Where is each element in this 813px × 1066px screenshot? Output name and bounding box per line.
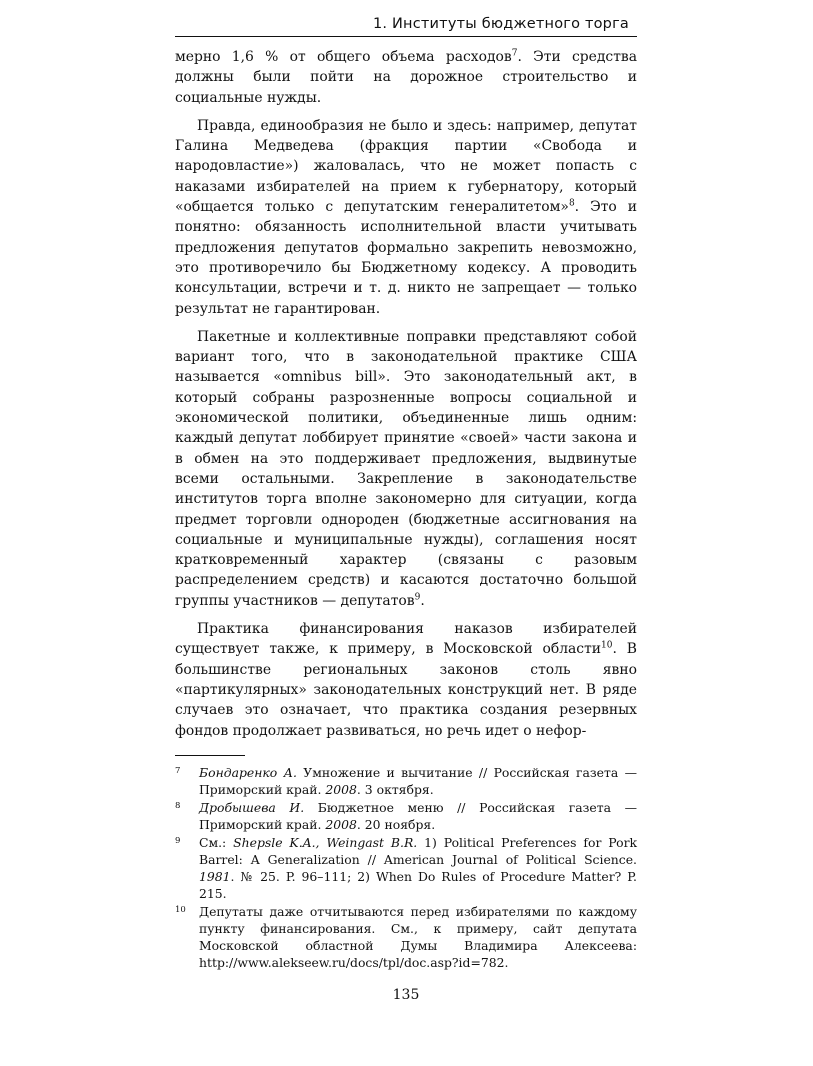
- footnote-7: [175, 764, 637, 798]
- footnote-prefix: См.:: [199, 834, 234, 850]
- paragraph-text: .: [420, 592, 425, 609]
- footnote-number: 10: [175, 904, 186, 915]
- footnote-body: Бюджетное меню // Российская газета — Приморский край.: [199, 799, 637, 832]
- footnote-year: 1981: [199, 868, 231, 884]
- paragraph-text: Правда, единообразия не было и здесь: например, депутат Галина Медведева (фракция партии «Свобода и народовластие») жаловалась, что не может попасть с наказами избирателей на прием к губернатору, который «общается только с депутатским генералитетом»: [175, 117, 637, 216]
- footnote-ref-7: 7: [511, 48, 518, 59]
- footnote-9: [175, 834, 637, 902]
- footnote-ref-9: 9: [414, 592, 421, 603]
- footnote-number: 8: [175, 800, 181, 811]
- paragraph-1: [175, 47, 637, 108]
- paragraph-text: Практика финансирования наказов избирателей существует также, к примеру, в Московской области: [175, 621, 637, 658]
- footnotes: [175, 764, 637, 971]
- footnote-author: Дробышева И.: [199, 799, 305, 815]
- paragraph-text: . Эти средства должны были пойти на дорожное строительство и социальные нужды.: [175, 49, 637, 106]
- footnote-year: 2008: [325, 781, 357, 797]
- footnote-text: [199, 834, 637, 902]
- footnote-year: 2008: [325, 816, 357, 832]
- footnote-author: Бондаренко А.: [199, 764, 297, 780]
- footnote-ref-8: 8: [568, 198, 575, 209]
- paragraph-2: [175, 116, 637, 319]
- footnote-author: Shepsle K.A., Weingast B.R.: [233, 834, 418, 850]
- book-page: [175, 14, 637, 1003]
- footnote-rule: [175, 755, 245, 756]
- paragraph-text: мерно 1,6 % от общего объема расходов: [175, 49, 512, 65]
- paragraph-text: . Это и понятно: обязанность исполнительной власти учитывать предложения депутатов формально закрепить невозможно, это противоречило бы Бюджетному кодексу. А проводить консультации, встречи и т. д. никто не запрещает — только результат не гарантирован.: [175, 199, 637, 317]
- paragraph-text: . В большинстве региональных законов столь явно «партикулярных» законодательных конструкций нет. В ряде случаев это означает, что практика создания резервных фондов продолжает развиваться, но речь идет о нефор-: [175, 641, 637, 739]
- footnote-text: Депутаты даже отчитываются перед избирателями по каждому пункту финансирования. См., к примеру, сайт депутата Московской областной Думы Владимира Алексеева: http://www.alekseew.ru/docs/tpl/doc.asp?id=782.: [199, 903, 637, 970]
- header-rule: [175, 36, 637, 37]
- page-number: 135: [392, 986, 420, 1003]
- paragraph-4: [175, 619, 637, 741]
- footnote-text: [199, 799, 637, 833]
- footnote-8: [175, 799, 637, 833]
- footnote-body: Умножение и вычитание // Российская газета — Приморский край.: [199, 764, 637, 797]
- main-text: [175, 47, 637, 741]
- paragraph-text: Пакетные и коллективные поправки представляют собой вариант того, что в законодательной практике США называется «omnibus bill». Это законодательный акт, в который собраны разрозненные вопросы социальной и экономической политики, объединенные лишь одним: каждый депутат лоббирует принятие «своей» части закона и в обмен на это поддерживает предложения, выдвинутые всеми остальными. Закрепление в законодательстве институтов торга вполне закономерно для ситуации, когда предмет торговли однороден (бюджетные ассигнования на социальные и муниципальные нужды), соглашения носят кратковременный характер (связаны с разовым распределением средств) и касаются достаточно большой группы участников — депутатов: [175, 328, 637, 609]
- footnote-text: [199, 764, 637, 798]
- footnote-number: 7: [175, 765, 181, 776]
- running-title: 1. Институты бюджетного торга: [372, 16, 629, 32]
- footnote-number: 9: [175, 835, 181, 846]
- footnote-body: . 3 октября.: [356, 781, 434, 797]
- paragraph-3: [175, 327, 637, 611]
- footnote-body: . № 25. P. 96–111; 2) When Do Rules of Procedure Matter? P. 215.: [199, 868, 637, 901]
- footnote-body: . 20 ноября.: [356, 816, 436, 832]
- footnote-ref-10: 10: [601, 640, 613, 651]
- footnote-body: 1) Political Preferences for Pork Barrel: A Generalization // American Journal of Political Science.: [199, 834, 637, 867]
- footnote-10: [175, 903, 637, 971]
